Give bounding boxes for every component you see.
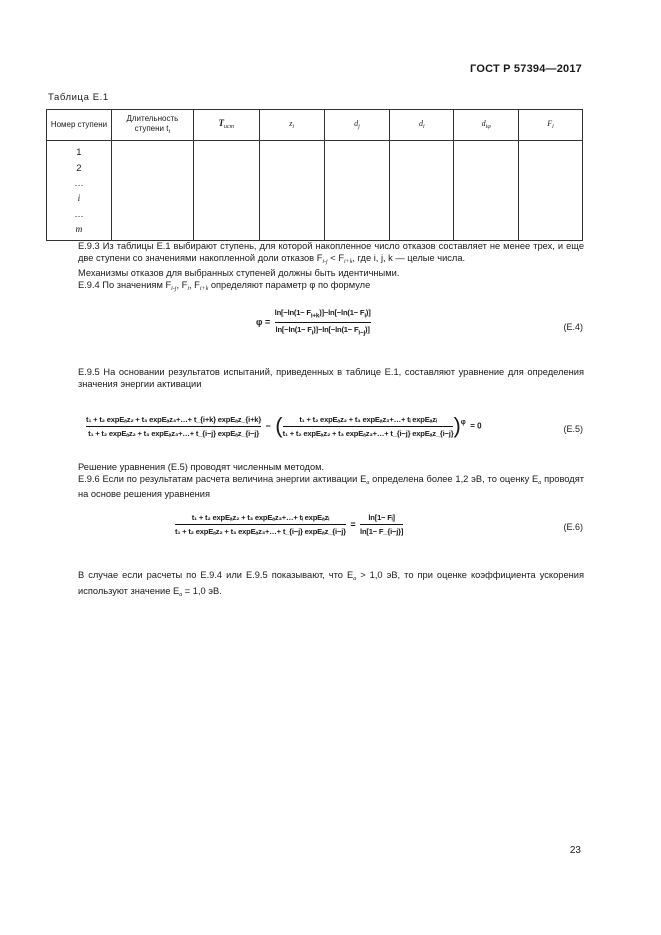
table-caption: Таблица Е.1: [48, 92, 109, 103]
formula-e4: φ = $\frac{\ln[-\ln(1- F_{i+k})]-\ln[-\ln(1- F_i)]}{\ln[-\ln(1- F_i)]-\ln[-\ln(1- F_{i-j})]}$: [256, 308, 371, 337]
header-t-test: [193, 110, 259, 141]
step-number: i: [77, 193, 81, 204]
paragraph-conclusion: В случае если расчеты по Е.9.4 или Е.9.5 показывают, что $E_a > 1,0$ эВ, то при оценке коэффициента ускорения используют значение $E_a = 1,0$ эВ.: [78, 570, 584, 598]
step-number-cell: [47, 141, 112, 241]
equation-number-e4: (Е.4): [563, 322, 583, 332]
paragraph-solution: Решение уравнения (Е.5) проводят численным методом. Е.9.6 Если по результатам расчета величина энергии активации $E_a$ определена более 1,2 эВ, то оценку $E_a$ проводят на основе решения уравнения: [48, 462, 584, 501]
equation-number-e5: (Е.5): [563, 424, 583, 434]
header-di: [390, 110, 454, 141]
table-cell: [324, 141, 390, 241]
table-header-label: F: [547, 118, 553, 128]
formula-e6: $\frac{\text{t₁ + t₂ expEₐz₂ + t₃ expEₐz₃+…+ tᵢ expEₐzᵢ}}{\text{t₁ + t₂ expEₐz₂ + t₃ expEₐz₃+…+ t\_\{i−j\} expEₐz\_\{i−j\}}}$ = $\frac{\text{ln[1− Fᵢ]}}{\ln[1- F\_\{i-j\}]}$: [175, 513, 404, 536]
paragraph-e96: Е.9.6 Если по результатам расчета величина энергии активации $E_a$ определена более 1,2 эВ, то оценку $E_a$ проводят на основе решения уравнения: [78, 473, 584, 499]
table-header-label: d: [418, 118, 423, 128]
table-header-label: T: [218, 118, 225, 128]
header-z: [259, 110, 324, 141]
standard-header: ГОСТ Р 57394—2017: [470, 63, 582, 75]
formula-e5: $\frac{\text{t₁ + t₂ expEₐz₂ + t₃ expEₐz₃+…+ t\_\{i+k\} expEₐz\_\{i+k\}}}{\text{t₁ + t₂ expEₐz₂ + t₃ expEₐz₃+…+ t\_\{i−j\} expEₐz\_\{i−j\}}}$ − ( $\frac{\text{t₁ + t₂ expEₐz₂ + t₃ expEₐz₃+…+ tᵢ expEₐzᵢ}}{\text{t₁ + t₂ expEₐz₂ + t₃ expEₐz₃+…+ t\_\{i−j\} expEₐz\_\{i−j\}}}$ )$^\varphi$ = 0: [86, 413, 482, 438]
page-number: 23: [569, 845, 581, 856]
table-header-subscript: j: [358, 123, 360, 130]
table-cell: [519, 141, 583, 241]
table-header-subscript: ист: [224, 124, 235, 130]
step-number: 1: [76, 147, 82, 158]
paragraph-e95: Е.9.5 На основании результатов испытаний, приведенных в таблице Е.1, составляют уравнение для определения значения энергии активации: [78, 367, 584, 389]
header-step-duration: [111, 110, 193, 141]
header-dj: [324, 110, 390, 141]
paragraph-e94: Е.9.4 По значениям $F_{i-j}$, $F_i$, $F_{i+k}$ определяют параметр φ по формуле: [78, 279, 371, 292]
table-header-subscript: i: [552, 123, 554, 130]
header-diphi: [454, 110, 519, 141]
data-table: [46, 109, 583, 241]
step-number: …: [74, 178, 84, 189]
table-header-label: Номер ступени: [50, 120, 108, 129]
equation-number-e6: (Е.6): [563, 522, 583, 532]
table-cell: [193, 141, 259, 241]
table-header-subscript: i: [422, 123, 425, 130]
table-cell: [259, 141, 324, 241]
header-f: [519, 110, 583, 141]
table-header-label: z: [289, 118, 293, 128]
table-header-subscript: i: [168, 128, 171, 135]
paragraph-e93: Е.9.3 Из таблицы Е.1 выбирают ступень, для которой накопленное число отказов составляет не менее трех, и еще две ступени со значениями накопленной доли отказов $F_{i-j} < F_{i+k}$, где i, j, k — целые числа. Механизмы отказов для выбранных ступеней должны быть идентичными. Е.9.4 По значениям $F_{i-j}$, $F_i$, $F_{i+k}$ определяют параметр φ по формуле: [48, 241, 584, 295]
table-header-label: Длительность ступени t: [126, 113, 179, 133]
step-number: 2: [76, 162, 82, 174]
table-header-label: d: [481, 118, 486, 128]
table-header-subscript: i: [292, 123, 295, 130]
header-step-number: [47, 110, 112, 141]
paragraph-mechanisms: Механизмы отказов для выбранных ступеней должны быть идентичными.: [78, 268, 400, 278]
table-header-subscript: iφ: [485, 123, 491, 130]
step-number: m: [75, 224, 83, 235]
step-number: …: [74, 209, 84, 220]
table-header-label: d: [354, 118, 359, 128]
table-cell: [390, 141, 454, 241]
table-cell: [454, 141, 519, 241]
table-cell: [111, 141, 193, 241]
